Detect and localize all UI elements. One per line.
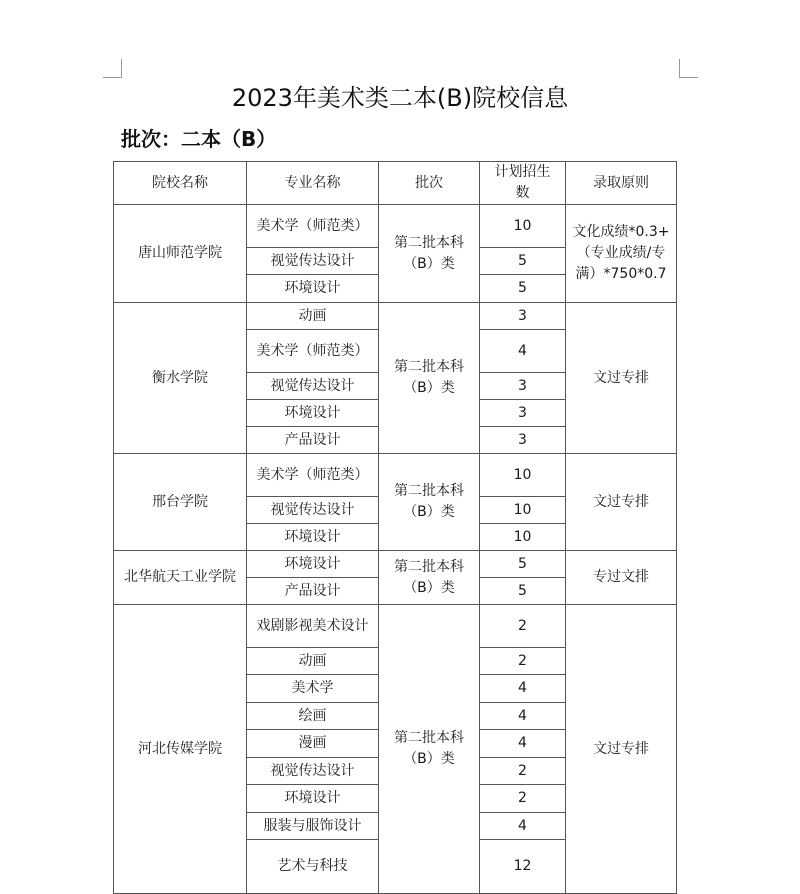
batch-cell (379, 605, 480, 894)
major-name-cell: 环境设计 (247, 524, 379, 551)
table-row (114, 605, 677, 648)
major-name-cell: 视觉传达设计 (247, 248, 379, 275)
plan-count-cell: 4 (480, 730, 566, 758)
plan-count-cell: 2 (480, 605, 566, 648)
major-name-cell: 视觉传达设计 (247, 758, 379, 785)
major-name-cell: 美术学（师范类） (247, 454, 379, 497)
school-name-cell: 衡水学院 (114, 303, 247, 454)
header-major-name: 专业名称 (247, 162, 379, 205)
admission-rule-cell: 文过专排 (566, 454, 677, 551)
school-info-table (113, 161, 677, 894)
plan-count-cell: 4 (480, 330, 566, 373)
major-name-cell: 环境设计 (247, 275, 379, 303)
school-name-cell: 北华航天工业学院 (114, 551, 247, 605)
plan-count-cell: 4 (480, 675, 566, 703)
batch-cell-text: 第二批本科（B）类 (394, 359, 464, 396)
major-name-cell: 环境设计 (247, 785, 379, 813)
table-row (114, 551, 677, 578)
admission-rule-cell: 文过专排 (566, 303, 677, 454)
plan-count-cell: 4 (480, 703, 566, 730)
major-name-cell: 美术学 (247, 675, 379, 703)
batch-cell (379, 551, 480, 605)
plan-count-cell: 5 (480, 275, 566, 303)
major-name-cell: 产品设计 (247, 427, 379, 454)
school-name-cell: 邢台学院 (114, 454, 247, 551)
header-school-name: 院校名称 (114, 162, 247, 205)
major-name-cell: 戏剧影视美术设计 (247, 605, 379, 648)
table-header-row (114, 162, 677, 205)
school-name-cell: 河北传媒学院 (114, 605, 247, 894)
table-row (114, 303, 677, 330)
plan-count-cell: 10 (480, 524, 566, 551)
plan-count-cell: 4 (480, 813, 566, 840)
header-plan-count-text: 计划招生数 (494, 164, 551, 201)
batch-cell-text: 第二批本科（B）类 (394, 558, 464, 596)
batch-cell (379, 205, 480, 303)
plan-count-cell: 3 (480, 373, 566, 400)
major-name-cell: 漫画 (247, 730, 379, 758)
batch-cell (379, 454, 480, 551)
plan-count-cell: 10 (480, 454, 566, 497)
admission-rule-cell: 文过专排 (566, 605, 677, 894)
batch-cell-text: 第二批本科（B）类 (394, 483, 464, 520)
major-name-cell: 动画 (247, 303, 379, 330)
plan-count-cell: 5 (480, 578, 566, 605)
page-corner-mark-top-left (103, 59, 122, 78)
plan-count-cell: 2 (480, 758, 566, 785)
major-name-cell: 艺术与科技 (247, 840, 379, 894)
batch-cell (379, 303, 480, 454)
batch-cell-text: 第二批本科（B）类 (394, 234, 464, 272)
major-name-cell: 环境设计 (247, 551, 379, 578)
batch-cell-text: 第二批本科（B）类 (394, 730, 464, 767)
header-admission-rule: 录取原则 (566, 162, 677, 205)
plan-count-cell: 2 (480, 785, 566, 813)
major-name-cell: 环境设计 (247, 400, 379, 427)
major-name-cell: 绘画 (247, 703, 379, 730)
table-row (114, 454, 677, 497)
plan-count-cell: 2 (480, 648, 566, 675)
plan-count-cell: 5 (480, 248, 566, 275)
plan-count-cell: 12 (480, 840, 566, 894)
header-batch: 批次 (379, 162, 480, 205)
batch-heading: 批次：二本（B） (121, 127, 277, 151)
major-name-cell: 服装与服饰设计 (247, 813, 379, 840)
plan-count-cell: 10 (480, 205, 566, 248)
page-corner-mark-top-right (679, 59, 698, 78)
plan-count-cell: 10 (480, 497, 566, 524)
school-name-cell: 唐山师范学院 (114, 205, 247, 303)
major-name-cell: 动画 (247, 648, 379, 675)
admission-rule-cell: 专过文排 (566, 551, 677, 605)
major-name-cell: 产品设计 (247, 578, 379, 605)
table-row (114, 205, 677, 248)
major-name-cell: 美术学（师范类） (247, 205, 379, 248)
plan-count-cell: 3 (480, 400, 566, 427)
major-name-cell: 视觉传达设计 (247, 373, 379, 400)
plan-count-cell: 3 (480, 303, 566, 330)
plan-count-cell: 5 (480, 551, 566, 578)
admission-rule-cell: 文化成绩*0.3+（专业成绩/专满）*750*0.7 (566, 205, 677, 303)
major-name-cell: 美术学（师范类） (247, 330, 379, 373)
plan-count-cell: 3 (480, 427, 566, 454)
header-plan-count (480, 162, 566, 205)
document-title: 2023年美术类二本(B)院校信息 (231, 84, 569, 112)
major-name-cell: 视觉传达设计 (247, 497, 379, 524)
table-body (114, 205, 677, 894)
